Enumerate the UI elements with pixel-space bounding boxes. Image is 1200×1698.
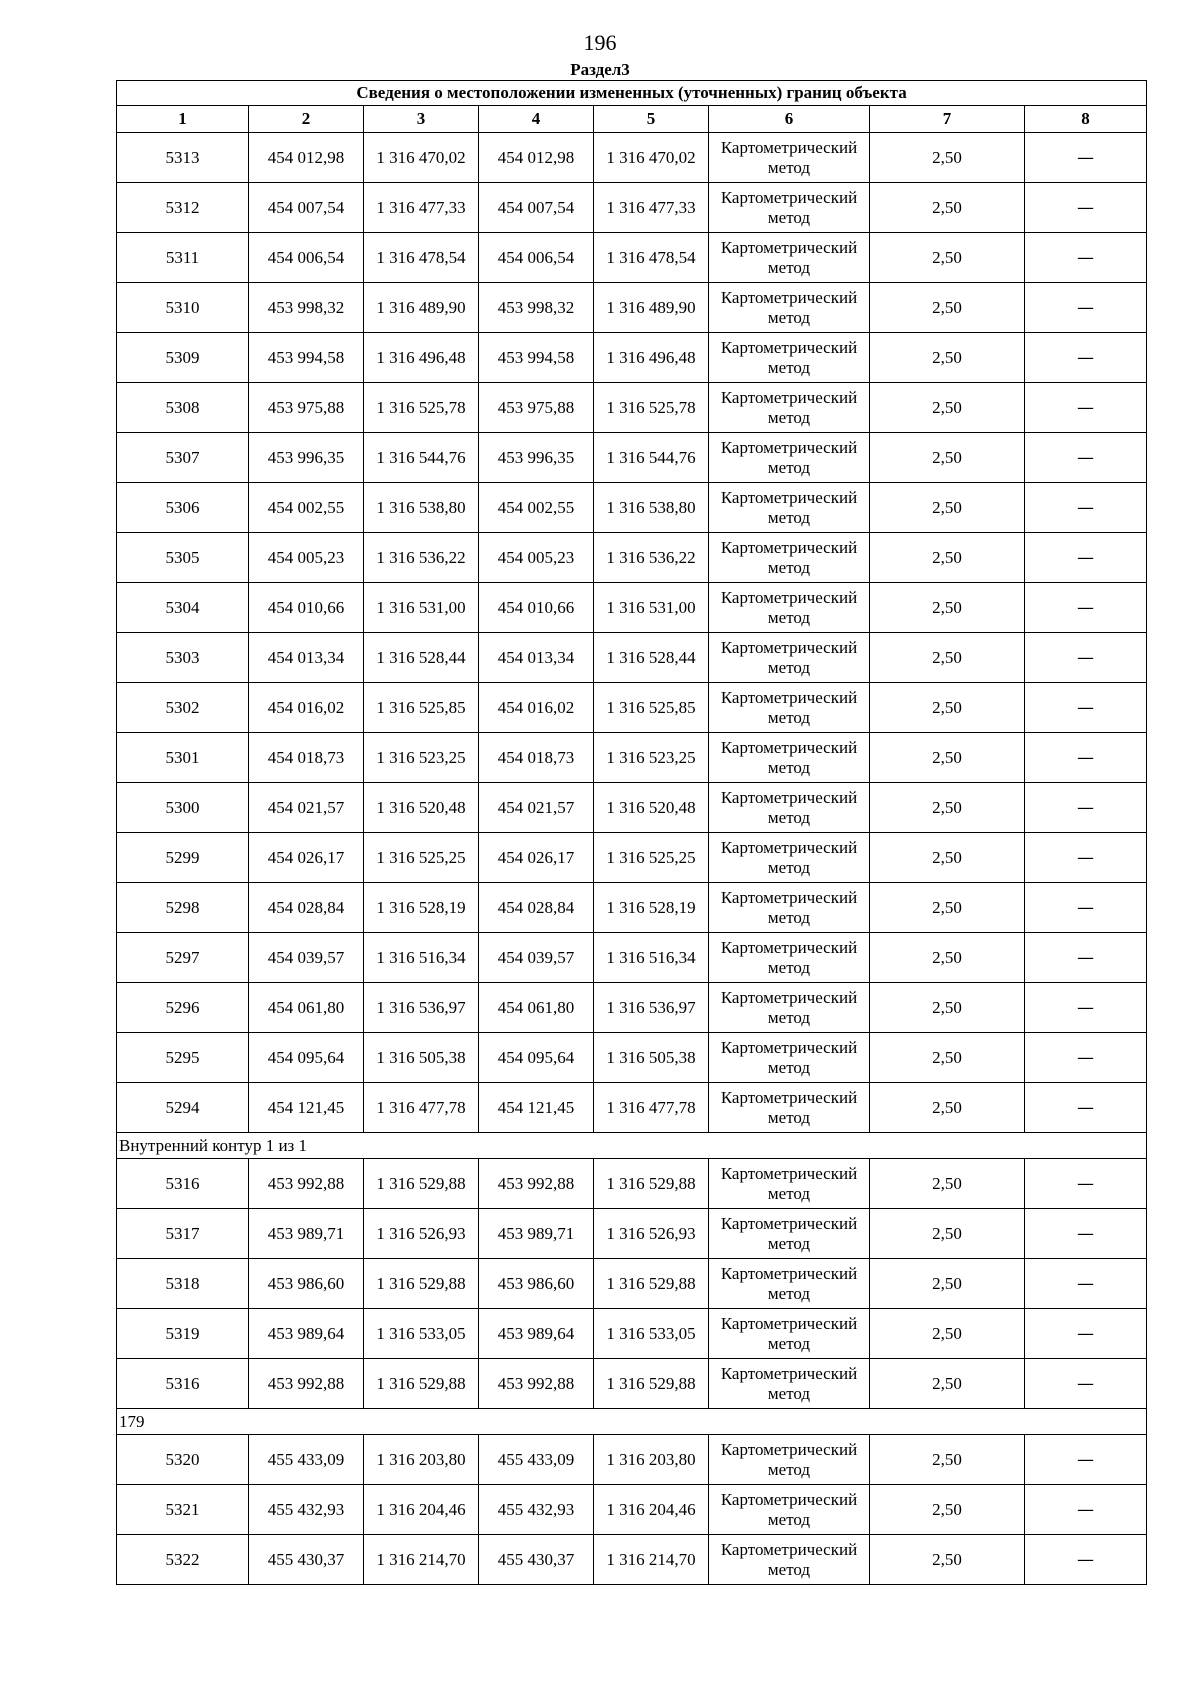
method-cell: Картометрический метод — [709, 433, 870, 483]
accuracy-cell: 2,50 — [870, 1359, 1025, 1409]
y-old-cell: 1 316 536,22 — [364, 533, 479, 583]
point-number-cell: 5297 — [117, 933, 249, 983]
note-cell: — — [1025, 833, 1147, 883]
table-row — [117, 1435, 1147, 1485]
point-number-cell: 5320 — [117, 1435, 249, 1485]
x-new-cell: 454 028,84 — [479, 883, 594, 933]
coordinates-table — [116, 80, 1147, 1585]
accuracy-cell: 2,50 — [870, 1033, 1025, 1083]
accuracy-cell: 2,50 — [870, 333, 1025, 383]
column-header: 3 — [364, 106, 479, 133]
x-old-cell: 454 061,80 — [249, 983, 364, 1033]
x-new-cell: 454 010,66 — [479, 583, 594, 633]
table-row — [117, 833, 1147, 883]
point-number-cell: 5308 — [117, 383, 249, 433]
x-old-cell: 455 432,93 — [249, 1485, 364, 1535]
x-new-cell: 455 432,93 — [479, 1485, 594, 1535]
note-cell: — — [1025, 1083, 1147, 1133]
y-new-cell: 1 316 470,02 — [594, 133, 709, 183]
point-number-cell: 5296 — [117, 983, 249, 1033]
group-label-row — [117, 1133, 1147, 1159]
x-new-cell: 453 975,88 — [479, 383, 594, 433]
y-new-cell: 1 316 505,38 — [594, 1033, 709, 1083]
accuracy-cell: 2,50 — [870, 1259, 1025, 1309]
y-new-cell: 1 316 525,85 — [594, 683, 709, 733]
accuracy-cell: 2,50 — [870, 1435, 1025, 1485]
table-row — [117, 333, 1147, 383]
method-cell: Картометрический метод — [709, 483, 870, 533]
point-number-cell: 5311 — [117, 233, 249, 283]
y-new-cell: 1 316 214,70 — [594, 1535, 709, 1585]
table-row — [117, 433, 1147, 483]
accuracy-cell: 2,50 — [870, 433, 1025, 483]
note-cell: — — [1025, 733, 1147, 783]
table-row — [117, 233, 1147, 283]
y-old-cell: 1 316 536,97 — [364, 983, 479, 1033]
accuracy-cell: 2,50 — [870, 1083, 1025, 1133]
note-cell: — — [1025, 1485, 1147, 1535]
point-number-cell: 5317 — [117, 1209, 249, 1259]
point-number-cell: 5304 — [117, 583, 249, 633]
x-old-cell: 455 433,09 — [249, 1435, 364, 1485]
x-old-cell: 454 012,98 — [249, 133, 364, 183]
y-old-cell: 1 316 528,19 — [364, 883, 479, 933]
accuracy-cell: 2,50 — [870, 633, 1025, 683]
x-new-cell: 454 095,64 — [479, 1033, 594, 1083]
accuracy-cell: 2,50 — [870, 733, 1025, 783]
y-old-cell: 1 316 526,93 — [364, 1209, 479, 1259]
x-new-cell: 454 021,57 — [479, 783, 594, 833]
note-cell: — — [1025, 883, 1147, 933]
x-new-cell: 454 007,54 — [479, 183, 594, 233]
table-row — [117, 983, 1147, 1033]
table-row — [117, 383, 1147, 433]
note-cell: — — [1025, 483, 1147, 533]
y-new-cell: 1 316 516,34 — [594, 933, 709, 983]
x-old-cell: 454 121,45 — [249, 1083, 364, 1133]
note-cell: — — [1025, 383, 1147, 433]
x-new-cell: 454 016,02 — [479, 683, 594, 733]
x-new-cell: 455 430,37 — [479, 1535, 594, 1585]
column-header: 6 — [709, 106, 870, 133]
accuracy-cell: 2,50 — [870, 783, 1025, 833]
note-cell: — — [1025, 333, 1147, 383]
accuracy-cell: 2,50 — [870, 983, 1025, 1033]
table-row — [117, 1309, 1147, 1359]
y-new-cell: 1 316 533,05 — [594, 1309, 709, 1359]
x-new-cell: 453 992,88 — [479, 1359, 594, 1409]
point-number-cell: 5299 — [117, 833, 249, 883]
accuracy-cell: 2,50 — [870, 583, 1025, 633]
table-row — [117, 283, 1147, 333]
method-cell: Картометрический метод — [709, 233, 870, 283]
method-cell: Картометрический метод — [709, 533, 870, 583]
point-number-cell: 5294 — [117, 1083, 249, 1133]
column-header: 2 — [249, 106, 364, 133]
accuracy-cell: 2,50 — [870, 1209, 1025, 1259]
x-new-cell: 454 002,55 — [479, 483, 594, 533]
point-number-cell: 5301 — [117, 733, 249, 783]
y-new-cell: 1 316 538,80 — [594, 483, 709, 533]
section-title: Раздел3 — [570, 60, 630, 79]
y-old-cell: 1 316 529,88 — [364, 1259, 479, 1309]
method-cell: Картометрический метод — [709, 183, 870, 233]
note-cell: — — [1025, 183, 1147, 233]
x-old-cell: 454 018,73 — [249, 733, 364, 783]
x-old-cell: 453 996,35 — [249, 433, 364, 483]
y-new-cell: 1 316 203,80 — [594, 1435, 709, 1485]
method-cell: Картометрический метод — [709, 283, 870, 333]
y-new-cell: 1 316 489,90 — [594, 283, 709, 333]
y-new-cell: 1 316 520,48 — [594, 783, 709, 833]
group-label: Внутренний контур 1 из 1 — [117, 1133, 1147, 1159]
method-cell: Картометрический метод — [709, 1159, 870, 1209]
y-new-cell: 1 316 529,88 — [594, 1259, 709, 1309]
y-new-cell: 1 316 544,76 — [594, 433, 709, 483]
accuracy-cell: 2,50 — [870, 233, 1025, 283]
x-new-cell: 454 006,54 — [479, 233, 594, 283]
x-old-cell: 454 007,54 — [249, 183, 364, 233]
method-cell: Картометрический метод — [709, 1535, 870, 1585]
point-number-cell: 5305 — [117, 533, 249, 583]
point-number-cell: 5300 — [117, 783, 249, 833]
x-old-cell: 453 994,58 — [249, 333, 364, 383]
note-cell: — — [1025, 683, 1147, 733]
note-cell: — — [1025, 533, 1147, 583]
x-new-cell: 453 998,32 — [479, 283, 594, 333]
x-old-cell: 453 992,88 — [249, 1159, 364, 1209]
method-cell: Картометрический метод — [709, 333, 870, 383]
column-header: 5 — [594, 106, 709, 133]
x-new-cell: 454 012,98 — [479, 133, 594, 183]
y-new-cell: 1 316 528,44 — [594, 633, 709, 683]
note-cell: — — [1025, 1309, 1147, 1359]
note-cell: — — [1025, 1033, 1147, 1083]
point-number-cell: 5310 — [117, 283, 249, 333]
x-old-cell: 453 975,88 — [249, 383, 364, 433]
method-cell: Картометрический метод — [709, 1259, 870, 1309]
y-old-cell: 1 316 477,33 — [364, 183, 479, 233]
x-new-cell: 455 433,09 — [479, 1435, 594, 1485]
point-number-cell: 5306 — [117, 483, 249, 533]
note-cell: — — [1025, 283, 1147, 333]
table-row — [117, 583, 1147, 633]
x-old-cell: 454 028,84 — [249, 883, 364, 933]
column-header: 7 — [870, 106, 1025, 133]
x-new-cell: 453 986,60 — [479, 1259, 594, 1309]
x-old-cell: 453 992,88 — [249, 1359, 364, 1409]
method-cell: Картометрический метод — [709, 383, 870, 433]
y-new-cell: 1 316 525,78 — [594, 383, 709, 433]
x-old-cell: 454 002,55 — [249, 483, 364, 533]
y-old-cell: 1 316 489,90 — [364, 283, 479, 333]
table-row — [117, 1359, 1147, 1409]
x-new-cell: 453 989,64 — [479, 1309, 594, 1359]
x-new-cell: 454 005,23 — [479, 533, 594, 583]
page-number: 196 — [583, 30, 617, 55]
method-cell: Картометрический метод — [709, 883, 870, 933]
point-number-cell: 5312 — [117, 183, 249, 233]
accuracy-cell: 2,50 — [870, 683, 1025, 733]
accuracy-cell: 2,50 — [870, 533, 1025, 583]
x-new-cell: 453 989,71 — [479, 1209, 594, 1259]
accuracy-cell: 2,50 — [870, 1535, 1025, 1585]
note-cell: — — [1025, 1359, 1147, 1409]
point-number-cell: 5313 — [117, 133, 249, 183]
column-header: 8 — [1025, 106, 1147, 133]
x-old-cell: 454 095,64 — [249, 1033, 364, 1083]
y-new-cell: 1 316 523,25 — [594, 733, 709, 783]
point-number-cell: 5321 — [117, 1485, 249, 1535]
method-cell: Картометрический метод — [709, 133, 870, 183]
x-old-cell: 453 989,64 — [249, 1309, 364, 1359]
method-cell: Картометрический метод — [709, 1209, 870, 1259]
y-new-cell: 1 316 477,78 — [594, 1083, 709, 1133]
accuracy-cell: 2,50 — [870, 1485, 1025, 1535]
accuracy-cell: 2,50 — [870, 883, 1025, 933]
table-row — [117, 533, 1147, 583]
y-old-cell: 1 316 525,85 — [364, 683, 479, 733]
y-old-cell: 1 316 477,78 — [364, 1083, 479, 1133]
note-cell: — — [1025, 133, 1147, 183]
y-old-cell: 1 316 533,05 — [364, 1309, 479, 1359]
x-new-cell: 453 996,35 — [479, 433, 594, 483]
y-old-cell: 1 316 525,78 — [364, 383, 479, 433]
method-cell: Картометрический метод — [709, 633, 870, 683]
accuracy-cell: 2,50 — [870, 1309, 1025, 1359]
y-old-cell: 1 316 528,44 — [364, 633, 479, 683]
y-old-cell: 1 316 544,76 — [364, 433, 479, 483]
x-old-cell: 454 005,23 — [249, 533, 364, 583]
x-new-cell: 454 018,73 — [479, 733, 594, 783]
table-row — [117, 783, 1147, 833]
x-new-cell: 454 061,80 — [479, 983, 594, 1033]
x-old-cell: 453 986,60 — [249, 1259, 364, 1309]
y-new-cell: 1 316 531,00 — [594, 583, 709, 633]
y-new-cell: 1 316 536,97 — [594, 983, 709, 1033]
accuracy-cell: 2,50 — [870, 183, 1025, 233]
table-row — [117, 1535, 1147, 1585]
method-cell: Картометрический метод — [709, 833, 870, 883]
point-number-cell: 5318 — [117, 1259, 249, 1309]
note-cell: — — [1025, 1159, 1147, 1209]
note-cell: — — [1025, 633, 1147, 683]
point-number-cell: 5319 — [117, 1309, 249, 1359]
note-cell: — — [1025, 1435, 1147, 1485]
x-old-cell: 454 013,34 — [249, 633, 364, 683]
note-cell: — — [1025, 783, 1147, 833]
method-cell: Картометрический метод — [709, 1309, 870, 1359]
x-new-cell: 453 992,88 — [479, 1159, 594, 1209]
table-row — [117, 1159, 1147, 1209]
table-row — [117, 1209, 1147, 1259]
note-cell: — — [1025, 983, 1147, 1033]
column-header: 1 — [117, 106, 249, 133]
table-caption-row — [117, 81, 1147, 106]
x-new-cell: 454 121,45 — [479, 1083, 594, 1133]
table-caption: Сведения о местоположении измененных (уточненных) границ объекта — [117, 81, 1147, 106]
method-cell: Картометрический метод — [709, 1359, 870, 1409]
note-cell: — — [1025, 433, 1147, 483]
y-old-cell: 1 316 496,48 — [364, 333, 479, 383]
y-old-cell: 1 316 520,48 — [364, 783, 479, 833]
column-header: 4 — [479, 106, 594, 133]
method-cell: Картометрический метод — [709, 1083, 870, 1133]
table-row — [117, 1083, 1147, 1133]
y-old-cell: 1 316 529,88 — [364, 1159, 479, 1209]
accuracy-cell: 2,50 — [870, 833, 1025, 883]
table-row — [117, 733, 1147, 783]
note-cell: — — [1025, 1209, 1147, 1259]
method-cell: Картометрический метод — [709, 583, 870, 633]
point-number-cell: 5316 — [117, 1359, 249, 1409]
x-new-cell: 454 039,57 — [479, 933, 594, 983]
point-number-cell: 5295 — [117, 1033, 249, 1083]
y-new-cell: 1 316 528,19 — [594, 883, 709, 933]
x-old-cell: 454 006,54 — [249, 233, 364, 283]
y-old-cell: 1 316 538,80 — [364, 483, 479, 533]
table-row — [117, 483, 1147, 533]
y-new-cell: 1 316 529,88 — [594, 1159, 709, 1209]
accuracy-cell: 2,50 — [870, 133, 1025, 183]
x-old-cell: 455 430,37 — [249, 1535, 364, 1585]
y-new-cell: 1 316 204,46 — [594, 1485, 709, 1535]
y-old-cell: 1 316 516,34 — [364, 933, 479, 983]
point-number-cell: 5302 — [117, 683, 249, 733]
x-old-cell: 454 021,57 — [249, 783, 364, 833]
x-old-cell: 454 016,02 — [249, 683, 364, 733]
x-new-cell: 454 013,34 — [479, 633, 594, 683]
method-cell: Картометрический метод — [709, 783, 870, 833]
x-old-cell: 454 026,17 — [249, 833, 364, 883]
point-number-cell: 5322 — [117, 1535, 249, 1585]
y-old-cell: 1 316 204,46 — [364, 1485, 479, 1535]
y-new-cell: 1 316 478,54 — [594, 233, 709, 283]
method-cell: Картометрический метод — [709, 983, 870, 1033]
method-cell: Картометрический метод — [709, 1033, 870, 1083]
point-number-cell: 5316 — [117, 1159, 249, 1209]
y-old-cell: 1 316 531,00 — [364, 583, 479, 633]
point-number-cell: 5307 — [117, 433, 249, 483]
table-header-row — [117, 106, 1147, 133]
table-row — [117, 683, 1147, 733]
table-row — [117, 133, 1147, 183]
note-cell: — — [1025, 583, 1147, 633]
accuracy-cell: 2,50 — [870, 483, 1025, 533]
table-row — [117, 1033, 1147, 1083]
method-cell: Картометрический метод — [709, 683, 870, 733]
group-label-row — [117, 1409, 1147, 1435]
note-cell: — — [1025, 1259, 1147, 1309]
method-cell: Картометрический метод — [709, 1435, 870, 1485]
table-row — [117, 1485, 1147, 1535]
method-cell: Картометрический метод — [709, 933, 870, 983]
y-new-cell: 1 316 496,48 — [594, 333, 709, 383]
x-new-cell: 453 994,58 — [479, 333, 594, 383]
method-cell: Картометрический метод — [709, 1485, 870, 1535]
table-row — [117, 1259, 1147, 1309]
y-new-cell: 1 316 529,88 — [594, 1359, 709, 1409]
table-row — [117, 883, 1147, 933]
accuracy-cell: 2,50 — [870, 283, 1025, 333]
y-new-cell: 1 316 536,22 — [594, 533, 709, 583]
table-row — [117, 183, 1147, 233]
y-old-cell: 1 316 523,25 — [364, 733, 479, 783]
point-number-cell: 5303 — [117, 633, 249, 683]
note-cell: — — [1025, 1535, 1147, 1585]
group-label: 179 — [117, 1409, 1147, 1435]
x-old-cell: 453 998,32 — [249, 283, 364, 333]
note-cell: — — [1025, 933, 1147, 983]
method-cell: Картометрический метод — [709, 733, 870, 783]
x-new-cell: 454 026,17 — [479, 833, 594, 883]
accuracy-cell: 2,50 — [870, 383, 1025, 433]
point-number-cell: 5298 — [117, 883, 249, 933]
note-cell: — — [1025, 233, 1147, 283]
y-old-cell: 1 316 470,02 — [364, 133, 479, 183]
x-old-cell: 454 039,57 — [249, 933, 364, 983]
y-old-cell: 1 316 505,38 — [364, 1033, 479, 1083]
x-old-cell: 454 010,66 — [249, 583, 364, 633]
accuracy-cell: 2,50 — [870, 933, 1025, 983]
point-number-cell: 5309 — [117, 333, 249, 383]
y-old-cell: 1 316 214,70 — [364, 1535, 479, 1585]
y-new-cell: 1 316 526,93 — [594, 1209, 709, 1259]
y-old-cell: 1 316 529,88 — [364, 1359, 479, 1409]
y-old-cell: 1 316 478,54 — [364, 233, 479, 283]
table-body — [117, 81, 1147, 1585]
table-row — [117, 633, 1147, 683]
table-row — [117, 933, 1147, 983]
y-old-cell: 1 316 525,25 — [364, 833, 479, 883]
y-old-cell: 1 316 203,80 — [364, 1435, 479, 1485]
y-new-cell: 1 316 477,33 — [594, 183, 709, 233]
accuracy-cell: 2,50 — [870, 1159, 1025, 1209]
y-new-cell: 1 316 525,25 — [594, 833, 709, 883]
x-old-cell: 453 989,71 — [249, 1209, 364, 1259]
